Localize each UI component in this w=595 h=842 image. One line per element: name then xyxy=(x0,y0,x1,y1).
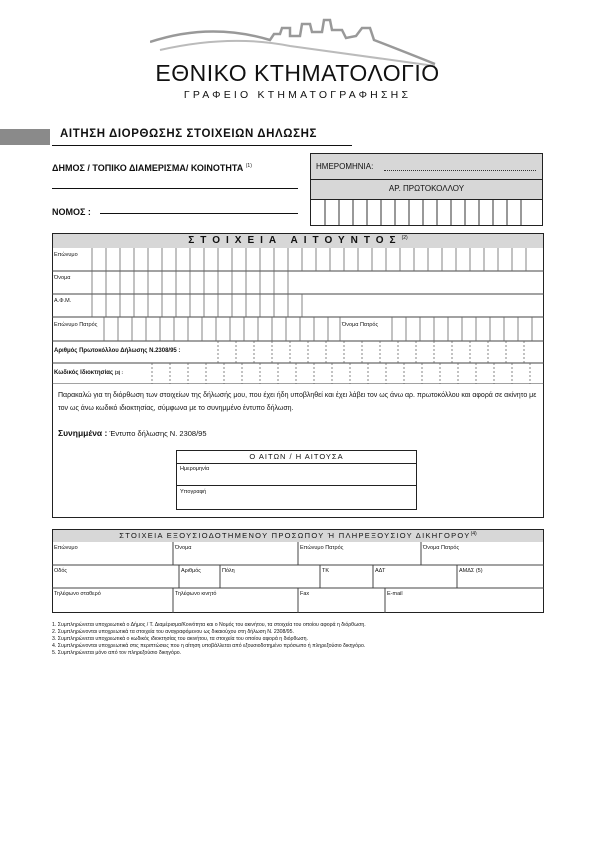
date-label: ΗΜΕΡΟΜΗΝΙΑ: xyxy=(316,162,374,171)
prefecture-label: ΝΟΜΟΣ : xyxy=(52,207,91,217)
applicant-heading xyxy=(53,235,543,246)
applicant-afm-field[interactable] xyxy=(92,295,542,316)
representative-heading-text: ΣΤΟΙΧΕΙΑ ΕΞΟΥΣΙΟΔΟΤΗΜΕΝΟΥ ΠΡΟΣΩΠΟΥ Ή ΠΛΗΡΕΞΟΥΣΙΟΥ ΔΙΚΗΓΟΡΟΥ xyxy=(119,531,471,540)
signature-label: Υπογραφή xyxy=(180,489,207,495)
rep-email-label: E-mail xyxy=(387,591,403,597)
applicant-surname-field[interactable] xyxy=(92,249,542,270)
title-underline xyxy=(52,145,352,146)
applicant-heading-note: (2) xyxy=(401,235,408,241)
rep-phone-label: Τηλέφωνο σταθερό xyxy=(54,591,101,597)
representative-heading xyxy=(53,531,543,540)
declaration-protocol-label: Αριθμός Πρωτοκόλλου Δήλωσης Ν.2308/95 : xyxy=(54,348,181,354)
representative-heading-note: (4) xyxy=(470,531,477,537)
protocol-boxes[interactable] xyxy=(311,200,542,225)
applicant-father-name-field[interactable] xyxy=(392,318,542,340)
rep-mobile-label: Τηλέφωνο κινητό xyxy=(175,591,217,597)
applicant-name-label: Όνομα xyxy=(54,275,71,281)
logo-subtitle: ΓΡΑΦΕΙΟ ΚΤΗΜΑΤΟΓΡΑΦΗΣΗΣ xyxy=(183,89,412,101)
municipality-label xyxy=(52,163,252,173)
municipality-field[interactable] xyxy=(52,188,298,189)
applicant-father-name-label: Όνομα Πατρός xyxy=(342,322,379,328)
footnote-3: 3. Συμπληρώνεται υποχρεωτικά ο κωδικός ιδιοκτησίας του ακινήτου, τα στοιχεία του οποίου αφορά η διόρθωση. xyxy=(52,636,308,642)
footnote-4: 4. Συμπληρώνονται υποχρεωτικά στις περιπτώσεις που η αίτηση υποβάλλεται από εξουσιοδοτημένο πρόσωπο ή πληρεξούσιο δικηγόρο. xyxy=(52,643,366,649)
signature-heading: Ο ΑΙΤΩΝ / Η ΑΙΤΟΥΣΑ xyxy=(249,452,344,461)
declaration-protocol-field[interactable] xyxy=(218,342,542,362)
attachments-line xyxy=(58,428,207,438)
rep-adt-label: ΑΔΤ xyxy=(375,568,386,574)
representative-grid xyxy=(52,542,544,613)
signature-field[interactable] xyxy=(177,486,416,509)
municipality-note: (1) xyxy=(245,163,252,169)
signature-date-field[interactable] xyxy=(177,464,416,484)
applicant-surname-label: Επώνυμο xyxy=(54,252,78,258)
property-code-field[interactable] xyxy=(152,364,542,383)
applicant-heading-text: ΣΤΟΙΧΕΙΑ ΑΙΤΟΥΝΤΟΣ xyxy=(188,235,402,246)
rep-father-name-label: Όνομα Πατρός xyxy=(423,545,460,551)
logo-title: ΕΘΝΙΚΟ ΚΤΗΜΑΤΟΛΟΓΙΟ xyxy=(155,60,440,86)
rep-surname-label: Επώνυμο xyxy=(54,545,78,551)
signature-date-label: Ημερομηνία xyxy=(180,466,210,472)
attachments-value: Έντυπο δήλωσης Ν. 2308/95 xyxy=(109,429,207,438)
rep-fax-label: Fax xyxy=(300,591,310,597)
applicant-father-surname-field[interactable] xyxy=(104,318,340,340)
applicant-father-surname-label: Επώνυμο Πατρός xyxy=(54,322,98,328)
applicant-afm-label: Α.Φ.Μ. xyxy=(54,298,72,304)
footnote-5: 5. Συμπληρώνεται μόνο από τον πληρεξούσιο δικηγόρο. xyxy=(52,650,182,656)
municipality-label-text: ΔΗΜΟΣ / ΤΟΠΙΚΟ ΔΙΑΜΕΡΙΣΜΑ/ ΚΟΙΝΟΤΗΤΑ xyxy=(52,163,244,173)
date-field[interactable] xyxy=(384,170,536,171)
request-text: Παρακαλώ για τη διόρθωση των στοιχείων της δήλωσής μου, που έχει ήδη υποβληθεί και έχει λάβει τον ως άνω αρ. πρωτοκόλλου και αφορά σε ακίνητο με τον ως άνω κωδικό ιδιοκτησίας, σύμφωνα με το συνημμένο έντυπο δήλωση. xyxy=(58,392,537,412)
rep-number-label: Αριθμός xyxy=(181,568,201,574)
footnote-1: 1. Συμπληρώνεται υποχρεωτικά ο Δήμος / Τ. Διαμέρισμα/Κοινότητα και ο Νομός του ακινήτου, τα στοιχεία του οποίου αφορά η διόρθωση. xyxy=(52,622,366,628)
rep-name-label: Όνομα xyxy=(175,545,192,551)
applicant-name-field[interactable] xyxy=(92,272,542,293)
rep-street-label: Οδός xyxy=(54,568,68,574)
property-code-label-text: Κωδικός Ιδιοκτησίας xyxy=(54,370,114,376)
attachments-label: Συνημμένα : xyxy=(58,428,108,438)
form-title: ΑΙΤΗΣΗ ΔΙΟΡΘΩΣΗΣ ΣΤΟΙΧΕΙΩΝ ΔΗΛΩΣΗΣ xyxy=(60,128,318,140)
protocol-label: ΑΡ. ΠΡΩΤΟΚΟΛΛΟΥ xyxy=(388,184,465,193)
prefecture-field[interactable] xyxy=(100,213,298,214)
office-divider xyxy=(311,179,542,180)
rep-tk-label: ΤΚ xyxy=(322,568,330,574)
footnote-2: 2. Συμπληρώνονται υποχρεωτικά τα στοιχεία του αναγραφόμενου ως δικαιούχου στη δήλωση Ν. 2308/95. xyxy=(52,629,295,635)
rep-amds-label: ΑΜΔΣ (5) xyxy=(459,568,483,574)
title-marker xyxy=(0,129,50,145)
rep-father-surname-label: Επώνυμο Πατρός xyxy=(300,545,344,551)
footnotes xyxy=(52,622,552,657)
rep-city-label: Πόλη xyxy=(222,568,235,574)
protocol-box-grid xyxy=(311,200,542,225)
property-code-note: (3) : xyxy=(114,370,123,375)
property-code-label xyxy=(54,370,123,376)
